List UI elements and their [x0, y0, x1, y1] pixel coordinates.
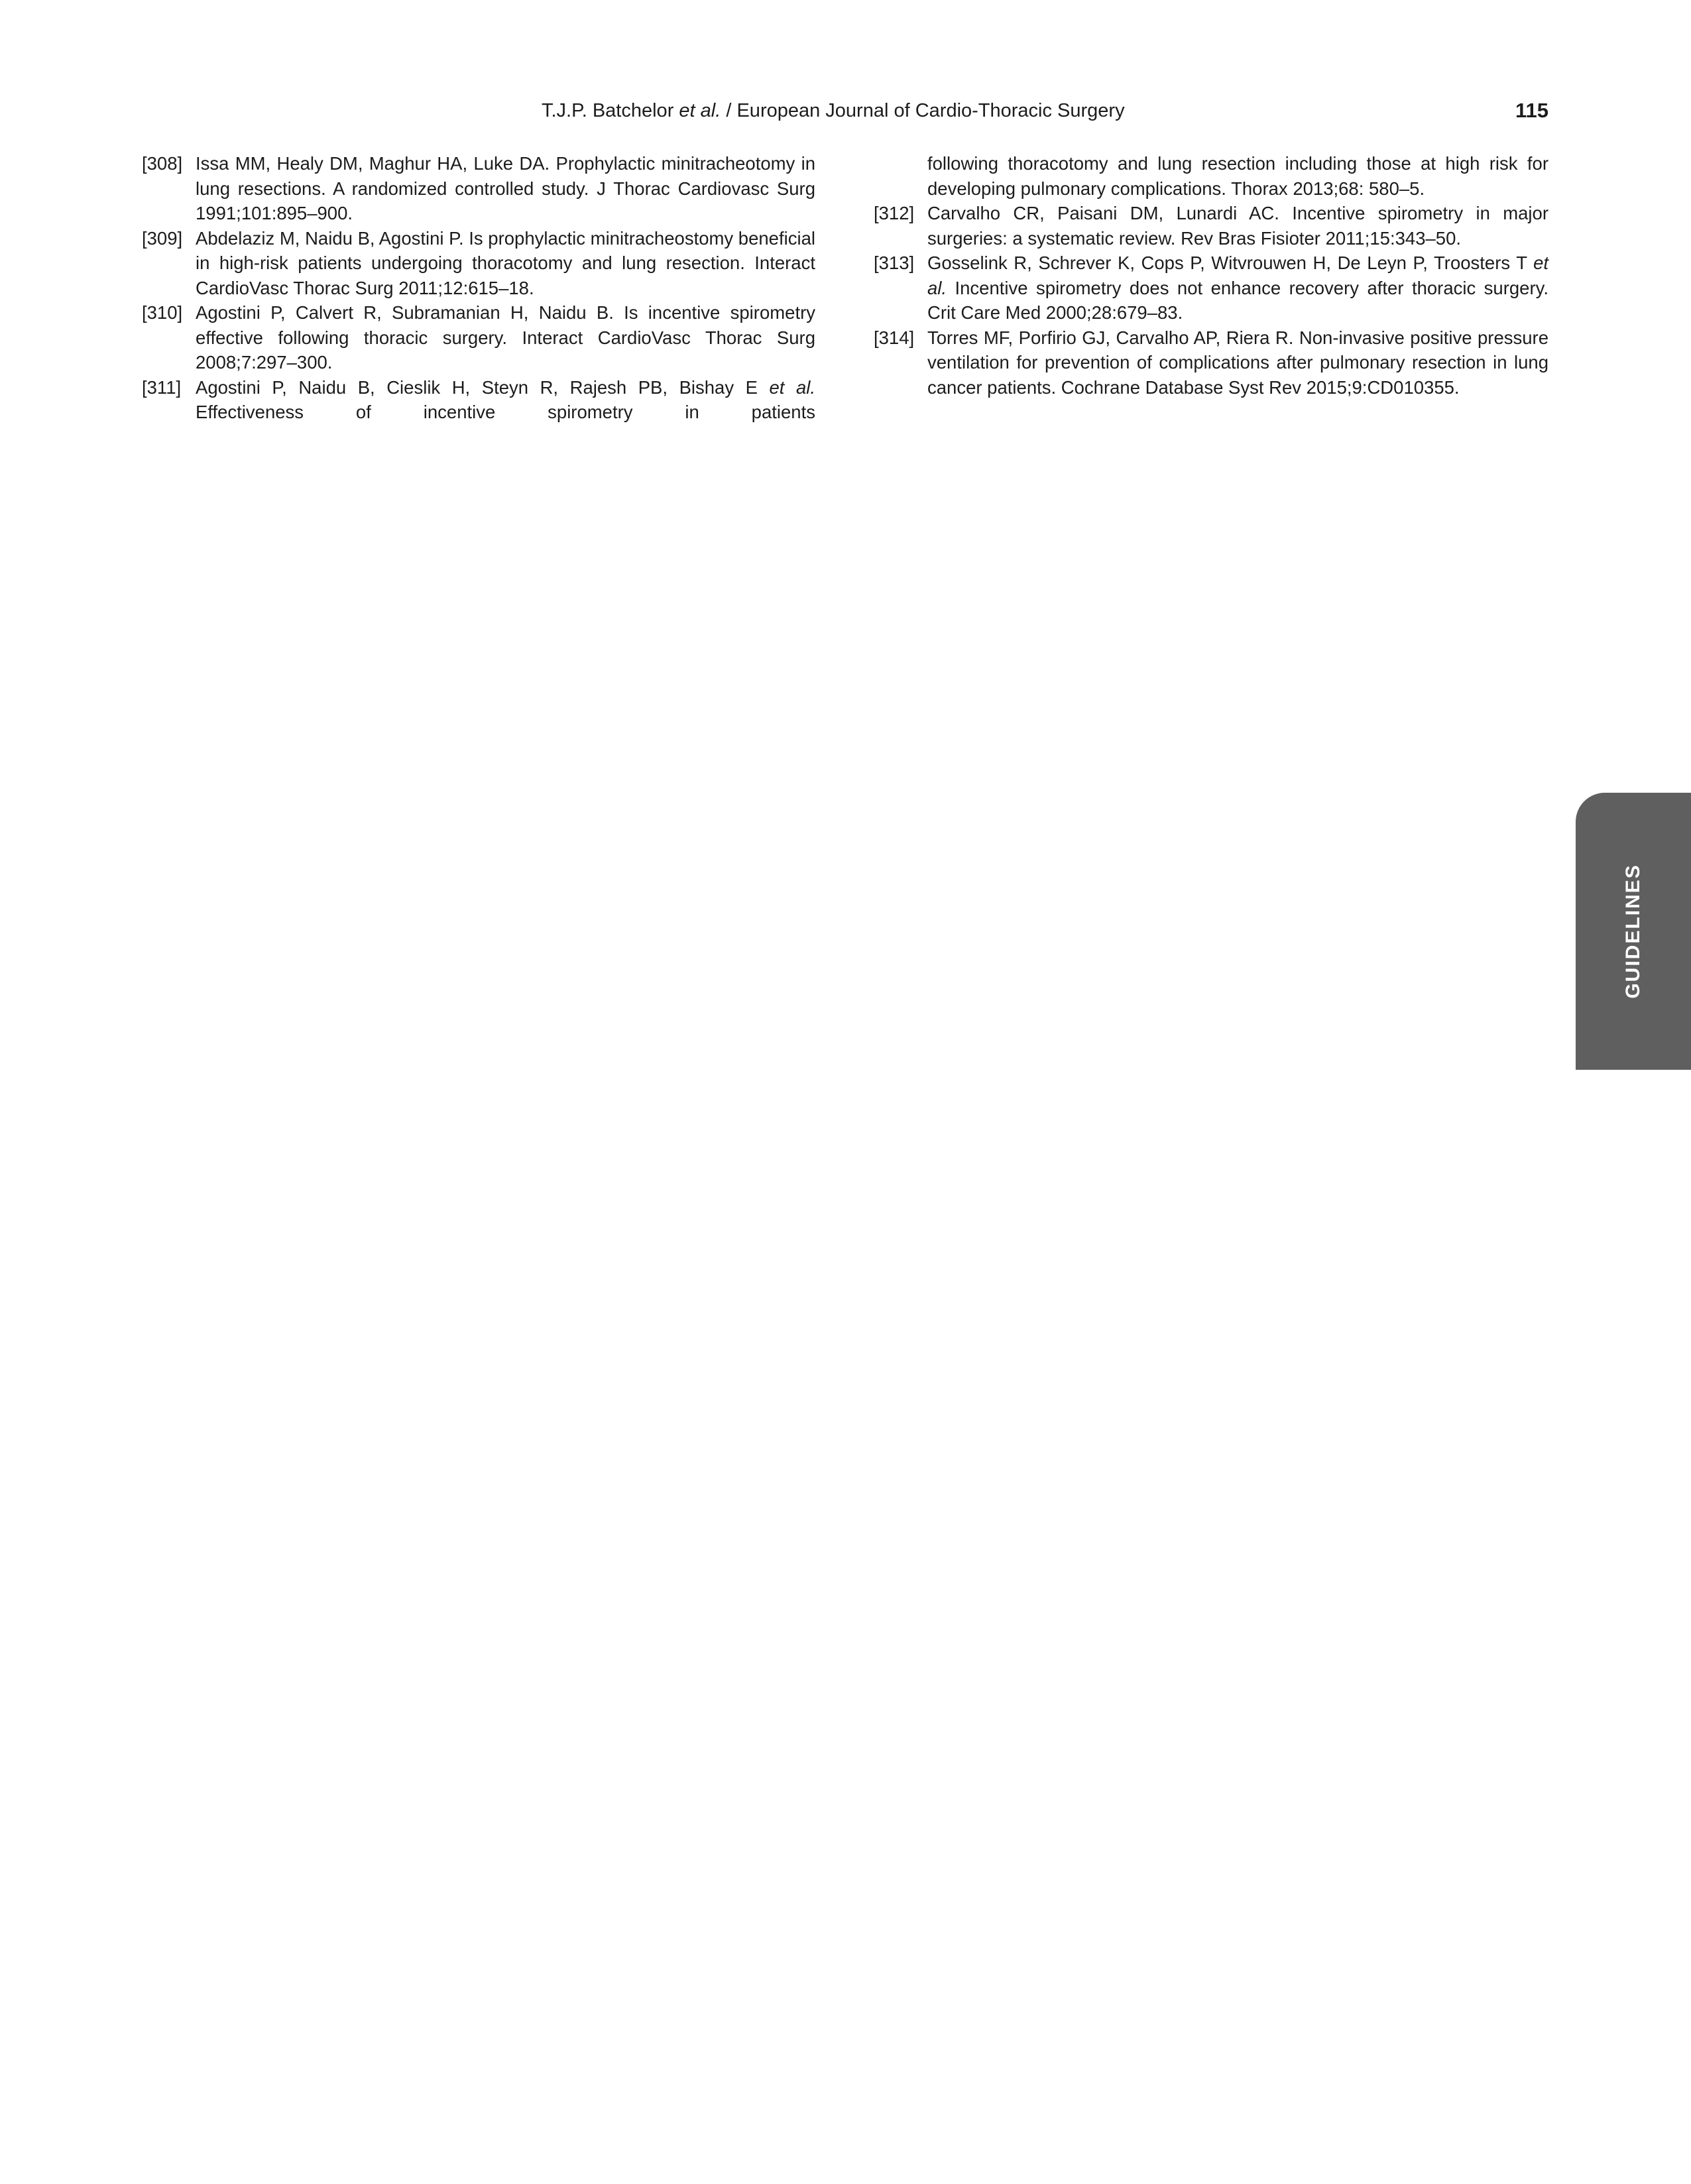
reference-column-right [874, 151, 1548, 400]
running-header [0, 94, 1691, 127]
reference-continuation [874, 151, 1548, 201]
reference-text: Torres MF, Porfirio GJ, Carvalho AP, Riera R. Non-invasive positive pressure ventilation for prevention of complications after pulmonary resection in lung cancer patients. Cochrane Database Syst Rev 2015;9:CD010355. [927, 327, 1548, 398]
reference-item [874, 201, 1548, 251]
reference-item [142, 151, 815, 226]
reference-text: following thoracotomy and lung resection including those at high risk for developing pulmonary complications. Thorax 2013;68: 580–5. [927, 153, 1548, 199]
reference-item [874, 251, 1548, 325]
reference-column-left [142, 151, 815, 425]
reference-number: [314] [874, 327, 915, 348]
reference-number: [308] [142, 153, 183, 174]
reference-number: [312] [874, 203, 915, 223]
reference-number: [311] [142, 376, 182, 398]
running-title [542, 94, 1125, 127]
reference-item [142, 375, 815, 425]
reference-number: [309] [142, 227, 183, 249]
reference-text: Carvalho CR, Paisani DM, Lunardi AC. Incentive spirometry in major surgeries: a systematic review. Rev Bras Fisioter 2011;15:343–50. [927, 203, 1548, 249]
side-tab-label: GUIDELINES [1622, 864, 1644, 999]
header-journal: / European Journal of Cardio-Thoracic Surgery [721, 100, 1125, 121]
reference-text-continued: Incentive spirometry does not enhance recovery after thoracic surgery. Crit Care Med 2000;28:679–83. [927, 277, 1548, 323]
reference-text: Agostini P, Calvert R, Subramanian H, Naidu B. Is incentive spirometry effective following thoracic surgery. Interact CardioVasc Thorac Surg 2008;7:297–300. [196, 302, 815, 373]
header-etal: et al. [679, 100, 721, 121]
reference-number: [310] [142, 302, 183, 323]
section-side-tab [1576, 793, 1691, 1070]
reference-etal: et al. [769, 376, 816, 398]
reference-text: Issa MM, Healy DM, Maghur HA, Luke DA. Prophylactic minitracheotomy in lung resections. A randomized controlled study. J Thorac Cardiovasc Surg 1991;101:895–900. [196, 153, 815, 223]
reference-item [874, 325, 1548, 400]
header-authors: T.J.P. Batchelor [542, 100, 674, 121]
reference-text: Gosselink R, Schrever K, Cops P, Witvrouwen H, De Leyn P, Troosters T [927, 253, 1534, 273]
reference-item [142, 226, 815, 301]
reference-text: Agostini P, Naidu B, Cieslik H, Steyn R, Rajesh PB, Bishay E [196, 376, 770, 398]
reference-number: [313] [874, 253, 915, 273]
reference-item [142, 300, 815, 375]
page-number: 115 [1515, 99, 1548, 122]
reference-etal: et al. [927, 253, 1548, 298]
reference-text-continued: Effectiveness of incentive spirometry in patients [196, 402, 815, 422]
reference-text: Abdelaziz M, Naidu B, Agostini P. Is prophylactic minitracheostomy beneficial in high-risk patients undergoing thoracotomy and lung resection. Interact CardioVasc Thorac Surg 2011;12:615–18. [196, 227, 815, 298]
